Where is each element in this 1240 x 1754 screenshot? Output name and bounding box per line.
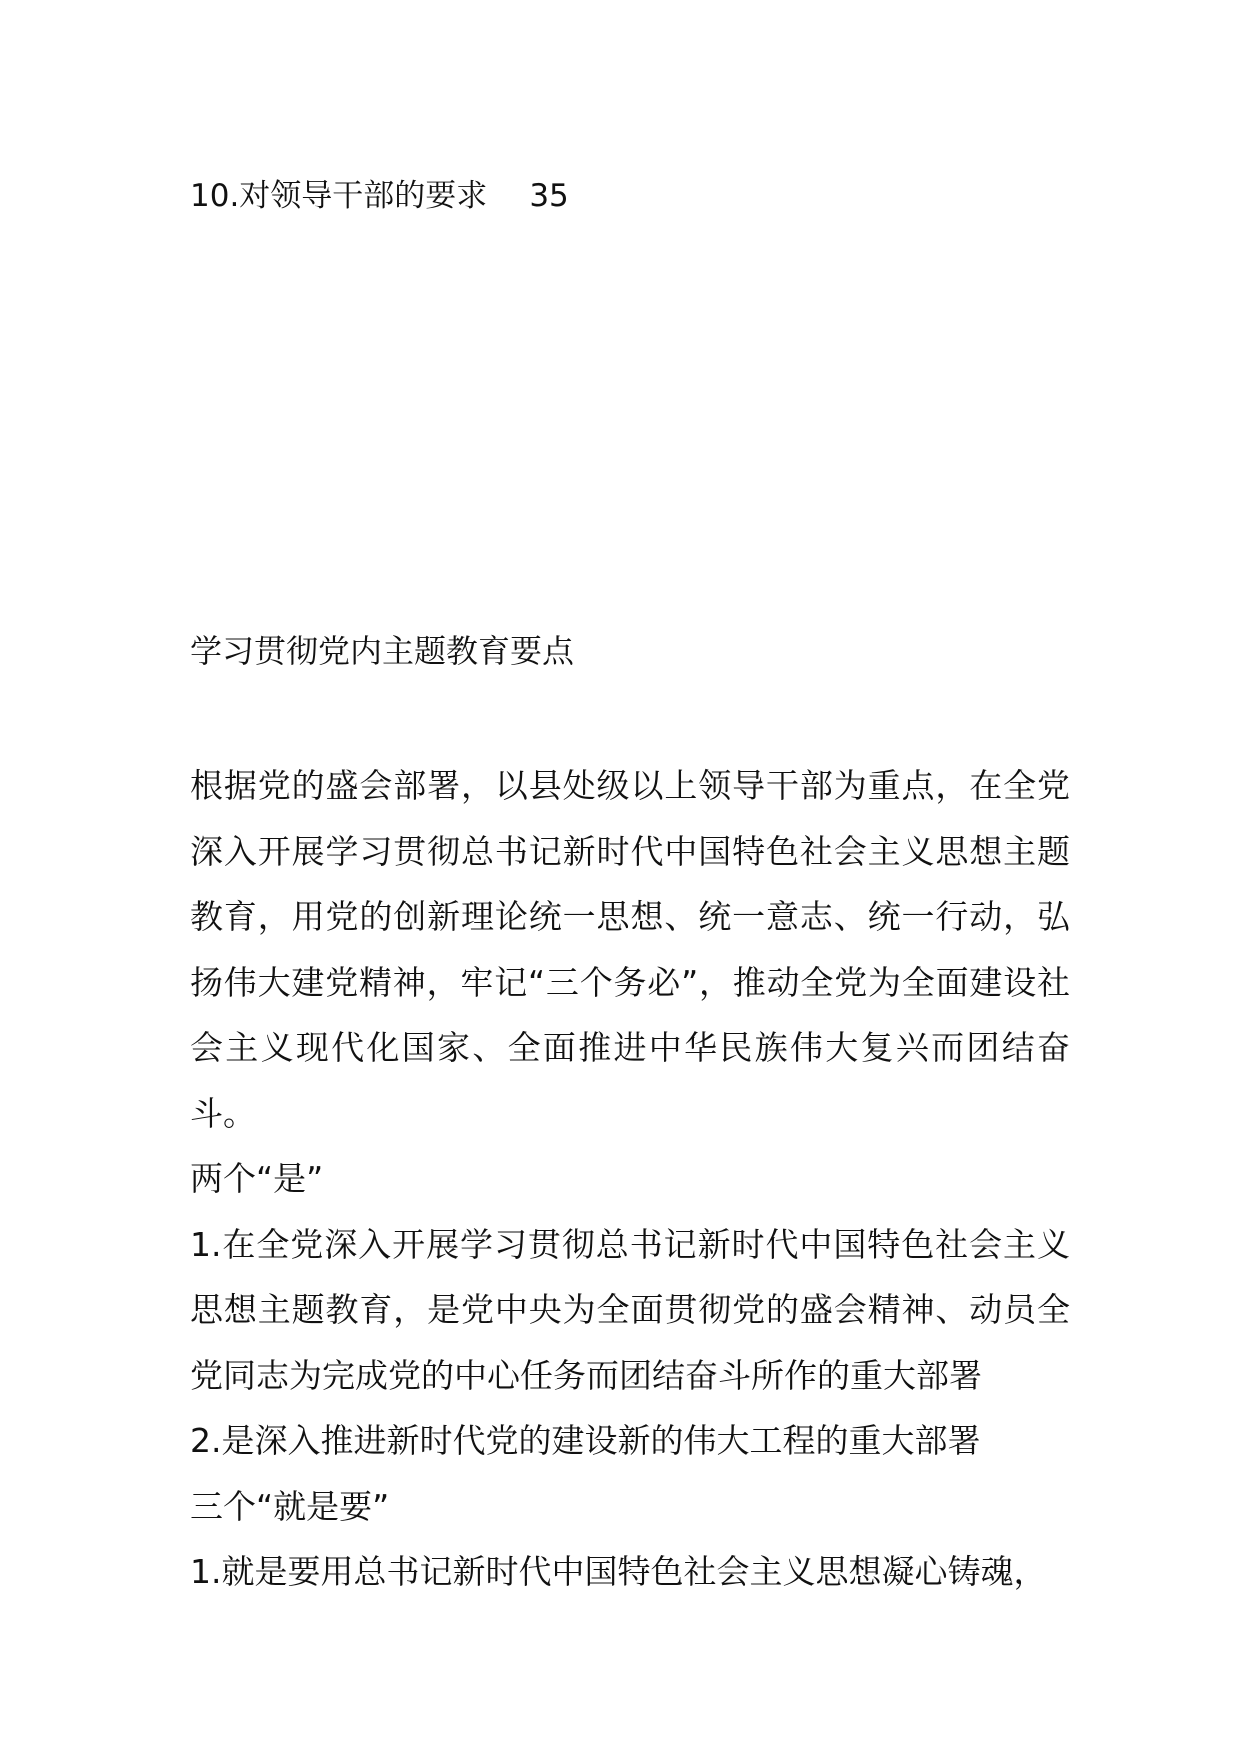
list-item: 1.在全党深入开展学习贯彻总书记新时代中国特色社会主义思想主题教育，是党中央为全面贯彻党的盛会精神、动员全党同志为完成党的中心任务而团结奋斗所作的重大部署 bbox=[190, 1224, 1070, 1395]
document-body bbox=[190, 753, 1070, 1605]
toc-entry bbox=[190, 170, 569, 222]
section-heading-three-jiushiyao: 三个“就是要” bbox=[190, 1486, 390, 1526]
document-title: 学习贯彻党内主题教育要点 bbox=[190, 632, 575, 670]
section-heading-two-shi: 两个“是” bbox=[190, 1159, 324, 1198]
intro-paragraph: 根据党的盛会部署，以县处级以上领导干部为重点，在全党深入开展学习贯彻总书记新时代中国特色社会主义思想主题教育，用党的创新理论统一思想、统一意志、统一行动，弘扬伟大建党精神，牢记“三个务必”，推动全党为全面建设社会主义现代化国家、全面推进中华民族伟大复兴而团结奋斗。 bbox=[190, 766, 1070, 1133]
toc-entry-page-number: 35 bbox=[529, 178, 569, 214]
list-item: 2.是深入推进新时代党的建设新的伟大工程的重大部署 bbox=[190, 1421, 981, 1460]
toc-entry-label: 10.对领导干部的要求 bbox=[190, 178, 488, 214]
list-item: 1.就是要用总书记新时代中国特色社会主义思想凝心铸魂， bbox=[190, 1552, 1047, 1591]
